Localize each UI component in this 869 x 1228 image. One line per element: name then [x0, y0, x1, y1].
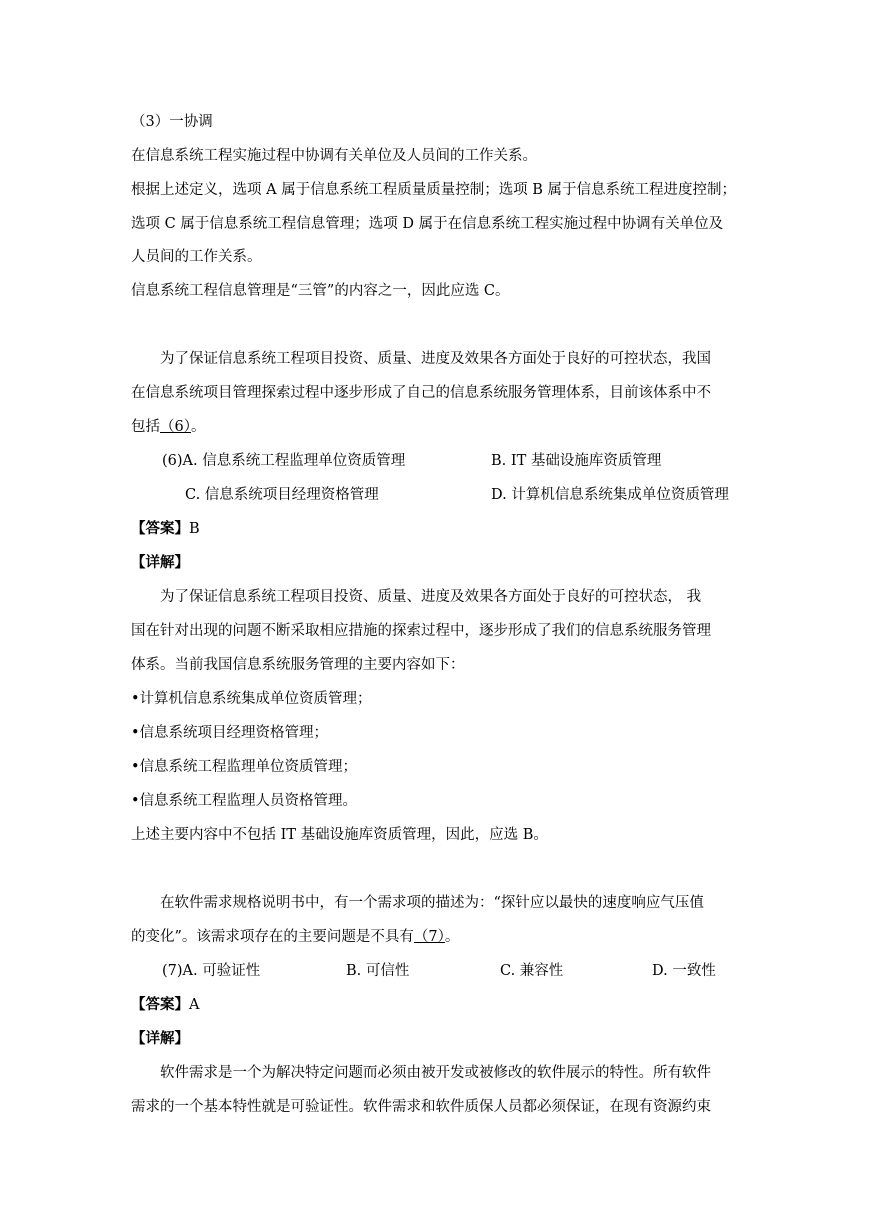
- answer-label: 【答案】: [131, 520, 189, 537]
- explanation-text: 体系。当前我国信息系统服务管理的主要内容如下：: [131, 657, 465, 673]
- paragraph: 选项 C 属于信息系统工程信息管理；选项 D 属于在信息系统工程实施过程中协调有关单位及: [131, 216, 724, 232]
- bullet-item: •信息系统工程监理单位资质管理；: [131, 759, 358, 775]
- option-c: C. 信息系统项目经理资格管理: [185, 487, 379, 503]
- option-d: D. 一致性: [652, 963, 716, 979]
- explanation-label: 【详解】: [131, 554, 189, 571]
- question-6-stem: 在信息系统项目管理探索过程中逐步形成了自己的信息系统服务管理体系，目前该体系中不: [131, 385, 711, 401]
- option-d: D. 计算机信息系统集成单位资质管理: [491, 487, 729, 503]
- bullet-item: •信息系统工程监理人员资格管理。: [131, 793, 358, 809]
- explanation-text: 为了保证信息系统工程项目投资、质量、进度及效果各方面处于良好的可控状态， 我: [160, 589, 702, 605]
- answer-label: 【答案】: [131, 996, 189, 1013]
- answer-blank: （7）: [413, 929, 445, 945]
- paragraph: 信息系统工程信息管理是“三管”的内容之一，因此应选 C。: [131, 283, 510, 299]
- section-heading: （3）一协调: [131, 114, 213, 130]
- question-6-stem: 为了保证信息系统工程项目投资、质量、进度及效果各方面处于良好的可控状态，我国: [160, 351, 711, 367]
- question-7-stem: [131, 927, 459, 947]
- option-b: B. 可信性: [346, 963, 410, 979]
- paragraph: 人员间的工作关系。: [131, 249, 262, 265]
- conclusion: 上述主要内容中不包括 IT 基础设施库资质管理，因此，应选 B。: [131, 827, 548, 843]
- answer-line: [131, 995, 199, 1015]
- paragraph: 在信息系统工程实施过程中协调有关单位及人员间的工作关系。: [131, 148, 537, 164]
- explanation-label: 【详解】: [131, 1030, 189, 1047]
- bullet-item: •信息系统项目经理资格管理；: [131, 725, 329, 741]
- answer-value: B: [189, 521, 200, 537]
- stem-text: 。: [190, 419, 206, 435]
- answer-blank: （6）: [160, 419, 191, 435]
- question-7-stem: 在软件需求规格说明书中，有一个需求项的描述为：“探针应以最快的速度响应气压值: [160, 895, 704, 911]
- answer-line: [131, 519, 200, 539]
- stem-text: 包括: [131, 419, 160, 435]
- explanation-text: 软件需求是一个为解决特定问题而必须由被开发或被修改的软件展示的特性。所有软件: [160, 1065, 711, 1081]
- explanation-text: 国在针对出现的问题不断采取相应措施的探索过程中，逐步形成了我们的信息系统服务管理: [131, 623, 711, 639]
- option-b: B. IT 基础设施库资质管理: [491, 453, 662, 469]
- bullet-item: •计算机信息系统集成单位资质管理；: [131, 691, 372, 707]
- explanation-text: 需求的一个基本特性就是可验证性。软件需求和软件质保人员都必须保证，在现有资源约束: [131, 1099, 711, 1115]
- question-6-stem: [131, 417, 205, 437]
- option-a: (6)A. 信息系统工程监理单位资质管理: [162, 453, 406, 469]
- option-a: (7)A. 可验证性: [162, 963, 261, 979]
- option-c: C. 兼容性: [500, 963, 564, 979]
- answer-value: A: [189, 997, 200, 1013]
- paragraph: 根据上述定义，选项 A 属于信息系统工程质量质量控制；选项 B 属于信息系统工程进度控制；: [131, 182, 737, 198]
- stem-text: 。: [444, 929, 460, 945]
- stem-text: 的变化”。该需求项存在的主要问题是不具有: [131, 929, 414, 945]
